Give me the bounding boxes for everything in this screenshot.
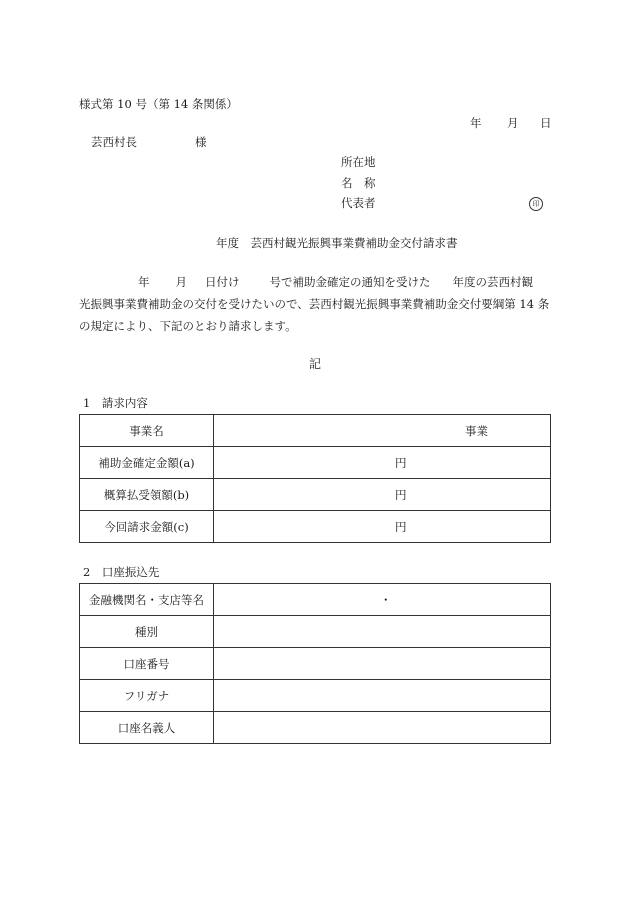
project-name-cell[interactable] <box>214 415 551 447</box>
table-row <box>80 511 551 543</box>
section1-heading: 1 請求内容 <box>83 396 148 410</box>
account-holder-cell[interactable] <box>214 712 551 744</box>
body-paragraph <box>79 271 551 337</box>
request-amount-cell[interactable] <box>214 511 551 543</box>
body-line-3: の規定により、下記のとおり請求します。 <box>79 319 297 333</box>
document-title: 年度 芸西村観光振興事業費補助金交付請求書 <box>216 236 458 250</box>
body-line-1 <box>79 271 551 293</box>
account-holder-label: 口座名義人 <box>80 712 214 744</box>
request-amount-label: 今回請求金額(c) <box>80 511 214 543</box>
request-amount-unit: 円 <box>395 519 407 534</box>
table-row <box>80 680 551 712</box>
furigana-cell[interactable] <box>214 680 551 712</box>
ki-heading: 記 <box>309 357 322 371</box>
name-label: 名 称 <box>341 176 376 190</box>
project-name-label: 事業名 <box>80 415 214 447</box>
table-row <box>80 415 551 447</box>
received-amount-cell[interactable] <box>214 479 551 511</box>
table-row <box>80 479 551 511</box>
received-amount-unit: 円 <box>395 487 407 502</box>
body-line-2: 光振興事業費補助金の交付を受けたいので、芸西村観光振興事業費補助金交付要綱第 14 条 <box>79 297 550 311</box>
account-number-label: 口座番号 <box>80 648 214 680</box>
table-row <box>80 648 551 680</box>
section2-heading: 2 口座振込先 <box>83 565 160 579</box>
body-mid: 号で補助金確定の通知を受けた <box>269 275 431 289</box>
date-year-label: 年 <box>470 116 482 130</box>
account-type-cell[interactable] <box>214 616 551 648</box>
received-amount-label: 概算払受領額(b) <box>80 479 214 511</box>
addressee-name: 芸西村長 <box>91 135 137 149</box>
body-year: 年 <box>138 275 150 289</box>
body-dated: 日付け <box>205 275 240 289</box>
request-table <box>79 414 551 543</box>
form-number: 様式第 10 号（第 14 条関係） <box>79 97 238 111</box>
confirmed-amount-unit: 円 <box>395 455 407 470</box>
table-row <box>80 447 551 479</box>
representative-label: 代表者 <box>341 196 376 210</box>
confirmed-amount-cell[interactable] <box>214 447 551 479</box>
table-row <box>80 712 551 744</box>
table-row <box>80 616 551 648</box>
account-number-cell[interactable] <box>214 648 551 680</box>
address-label: 所在地 <box>341 155 376 169</box>
project-unit: 事業 <box>465 423 488 438</box>
bank-name-label: 金融機関名・支店等名 <box>80 584 214 616</box>
date-day-label: 日 <box>540 116 552 130</box>
body-month: 月 <box>175 275 187 289</box>
account-type-label: 種別 <box>80 616 214 648</box>
table-row <box>80 584 551 616</box>
bank-name-cell[interactable] <box>214 584 551 616</box>
seal-mark: 印 <box>529 197 543 211</box>
body-end: 年度の芸西村観 <box>452 275 533 289</box>
date-month-label: 月 <box>507 116 519 130</box>
confirmed-amount-label: 補助金確定金額(a) <box>80 447 214 479</box>
addressee-honorific: 様 <box>195 135 207 149</box>
bank-separator: ・ <box>380 592 392 607</box>
bank-table <box>79 583 551 744</box>
furigana-label: フリガナ <box>80 680 214 712</box>
